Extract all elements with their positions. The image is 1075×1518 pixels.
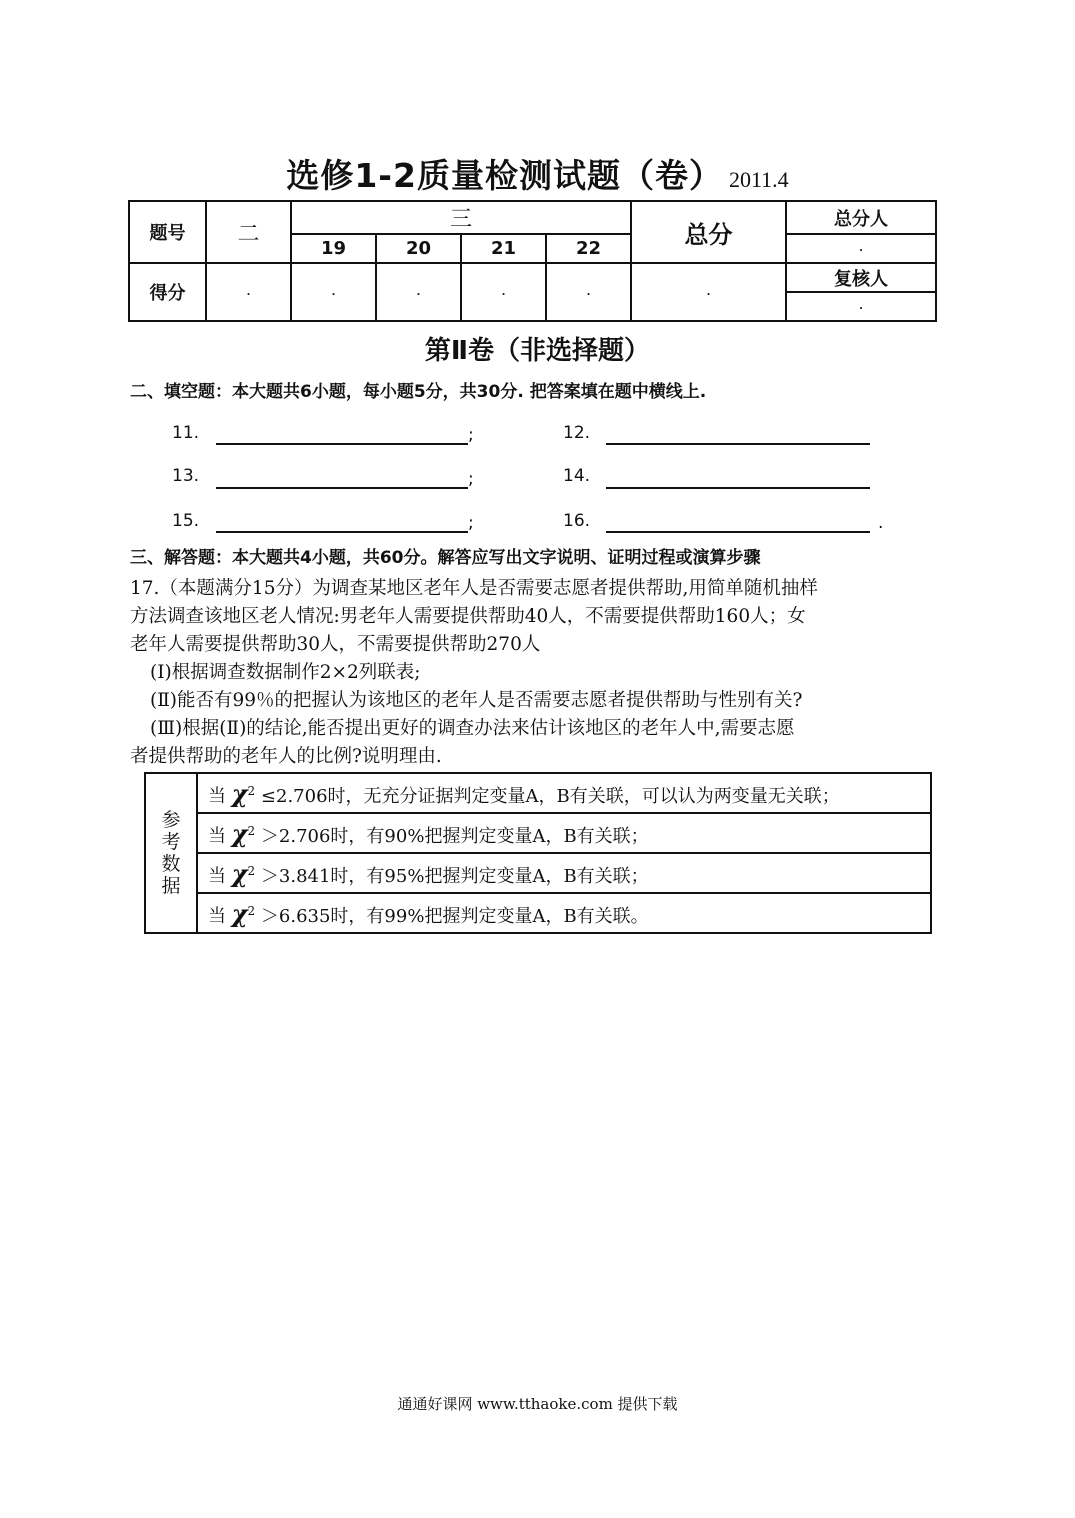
footer: 通通好课网 www.tthaoke.com 提供下载: [397, 1395, 678, 1413]
header-er: 二: [206, 201, 291, 263]
answer-line-15[interactable]: [216, 531, 468, 533]
score-cell-19[interactable]: .: [291, 263, 376, 321]
fuheren-cell: .: [786, 292, 936, 321]
score-cell-total[interactable]: .: [631, 263, 786, 321]
answer-line-12[interactable]: [606, 443, 870, 445]
question-17: [130, 575, 950, 771]
title-date: 2011.4: [728, 167, 789, 192]
q17-line-3: 老年人需要提供帮助30人，不需要提供帮助270人: [130, 634, 541, 655]
section-title: 第Ⅱ卷（非选择题）: [424, 336, 651, 366]
reference-row: 当 $\chi^2 >2.706$时，有90%把握判定变量A，B有关联；: [197, 813, 931, 853]
header-q19: 19: [291, 234, 376, 263]
q17-part-3-line-2: 者提供帮助的老年人的比例?说明理由.: [130, 746, 442, 767]
period: .: [878, 513, 884, 533]
q17-line-1: 17.（本题满分15分）为调查某地区老年人是否需要志愿者提供帮助,用简单随机抽样: [130, 578, 818, 599]
semicolon: ;: [468, 469, 474, 489]
score-cell-22[interactable]: .: [546, 263, 631, 321]
solve-heading: 三、解答题：本大题共4小题，共60分。解答应写出文字说明、证明过程或演算步骤: [130, 548, 761, 568]
answer-line-13[interactable]: [216, 487, 468, 489]
chi-symbol: χ: [231, 818, 248, 848]
zongfenren-cell: .: [786, 234, 936, 263]
header-q21: 21: [461, 234, 546, 263]
reference-row: 当 $\chi^2 >3.841$时，有95%把握判定变量A，B有关联；: [197, 853, 931, 893]
header-tihao: 题号: [129, 201, 206, 263]
chi-symbol: χ: [231, 778, 248, 808]
blank-label-13: 13.: [172, 466, 200, 486]
q17-part-2: (Ⅱ)能否有99％的把握认为该地区的老年人是否需要志愿者提供帮助与性别有关?: [150, 690, 803, 711]
reference-row: 当 $\chi^2 \le 2.706$时，无充分证据判定变量A，B有关联，可以认为两变量无关联；: [197, 773, 931, 813]
semicolon: ;: [468, 513, 474, 533]
q17-part-1: (Ⅰ)根据调查数据制作2×2列联表;: [150, 662, 421, 683]
reference-side-label: 参 考 数 据: [145, 773, 197, 933]
page-title: [0, 150, 1075, 197]
reference-table: [144, 772, 932, 934]
score-table: [128, 200, 937, 322]
answer-line-11[interactable]: [216, 443, 468, 445]
label-defen: 得分: [129, 263, 206, 321]
answer-line-14[interactable]: [606, 487, 870, 489]
answer-line-16[interactable]: [606, 531, 870, 533]
q17-line-2: 方法调查该地区老人情况:男老年人需要提供帮助40人，不需要提供帮助160人；女: [130, 606, 806, 627]
header-fuheren: 复核人: [786, 263, 936, 292]
header-zongfenren: 总分人: [786, 201, 936, 234]
blank-label-14: 14.: [563, 466, 591, 486]
score-cell-20[interactable]: .: [376, 263, 461, 321]
title-main: 选修1-2质量检测试题（卷）: [286, 156, 723, 195]
score-cell-er[interactable]: .: [206, 263, 291, 321]
blank-label-15: 15.: [172, 511, 200, 531]
chi-symbol: χ: [231, 898, 248, 928]
semicolon: ;: [468, 425, 474, 445]
blank-label-11: 11.: [172, 423, 200, 443]
blank-label-12: 12.: [563, 423, 591, 443]
q17-part-3-line-1: (Ⅲ)根据(Ⅱ)的结论,能否提出更好的调查办法来估计该地区的老年人中,需要志愿: [150, 718, 795, 739]
header-q20: 20: [376, 234, 461, 263]
reference-row: 当 $\chi^2 >6.635$时，有99%把握判定变量A，B有关联。: [197, 893, 931, 933]
header-q22: 22: [546, 234, 631, 263]
score-cell-21[interactable]: .: [461, 263, 546, 321]
fill-in-heading: 二、填空题：本大题共6小题，每小题5分，共30分. 把答案填在题中横线上.: [130, 382, 707, 402]
header-zongfen: 总分: [631, 201, 786, 263]
header-san: 三: [291, 201, 631, 234]
chi-symbol: χ: [231, 858, 248, 888]
blank-label-16: 16.: [563, 511, 591, 531]
